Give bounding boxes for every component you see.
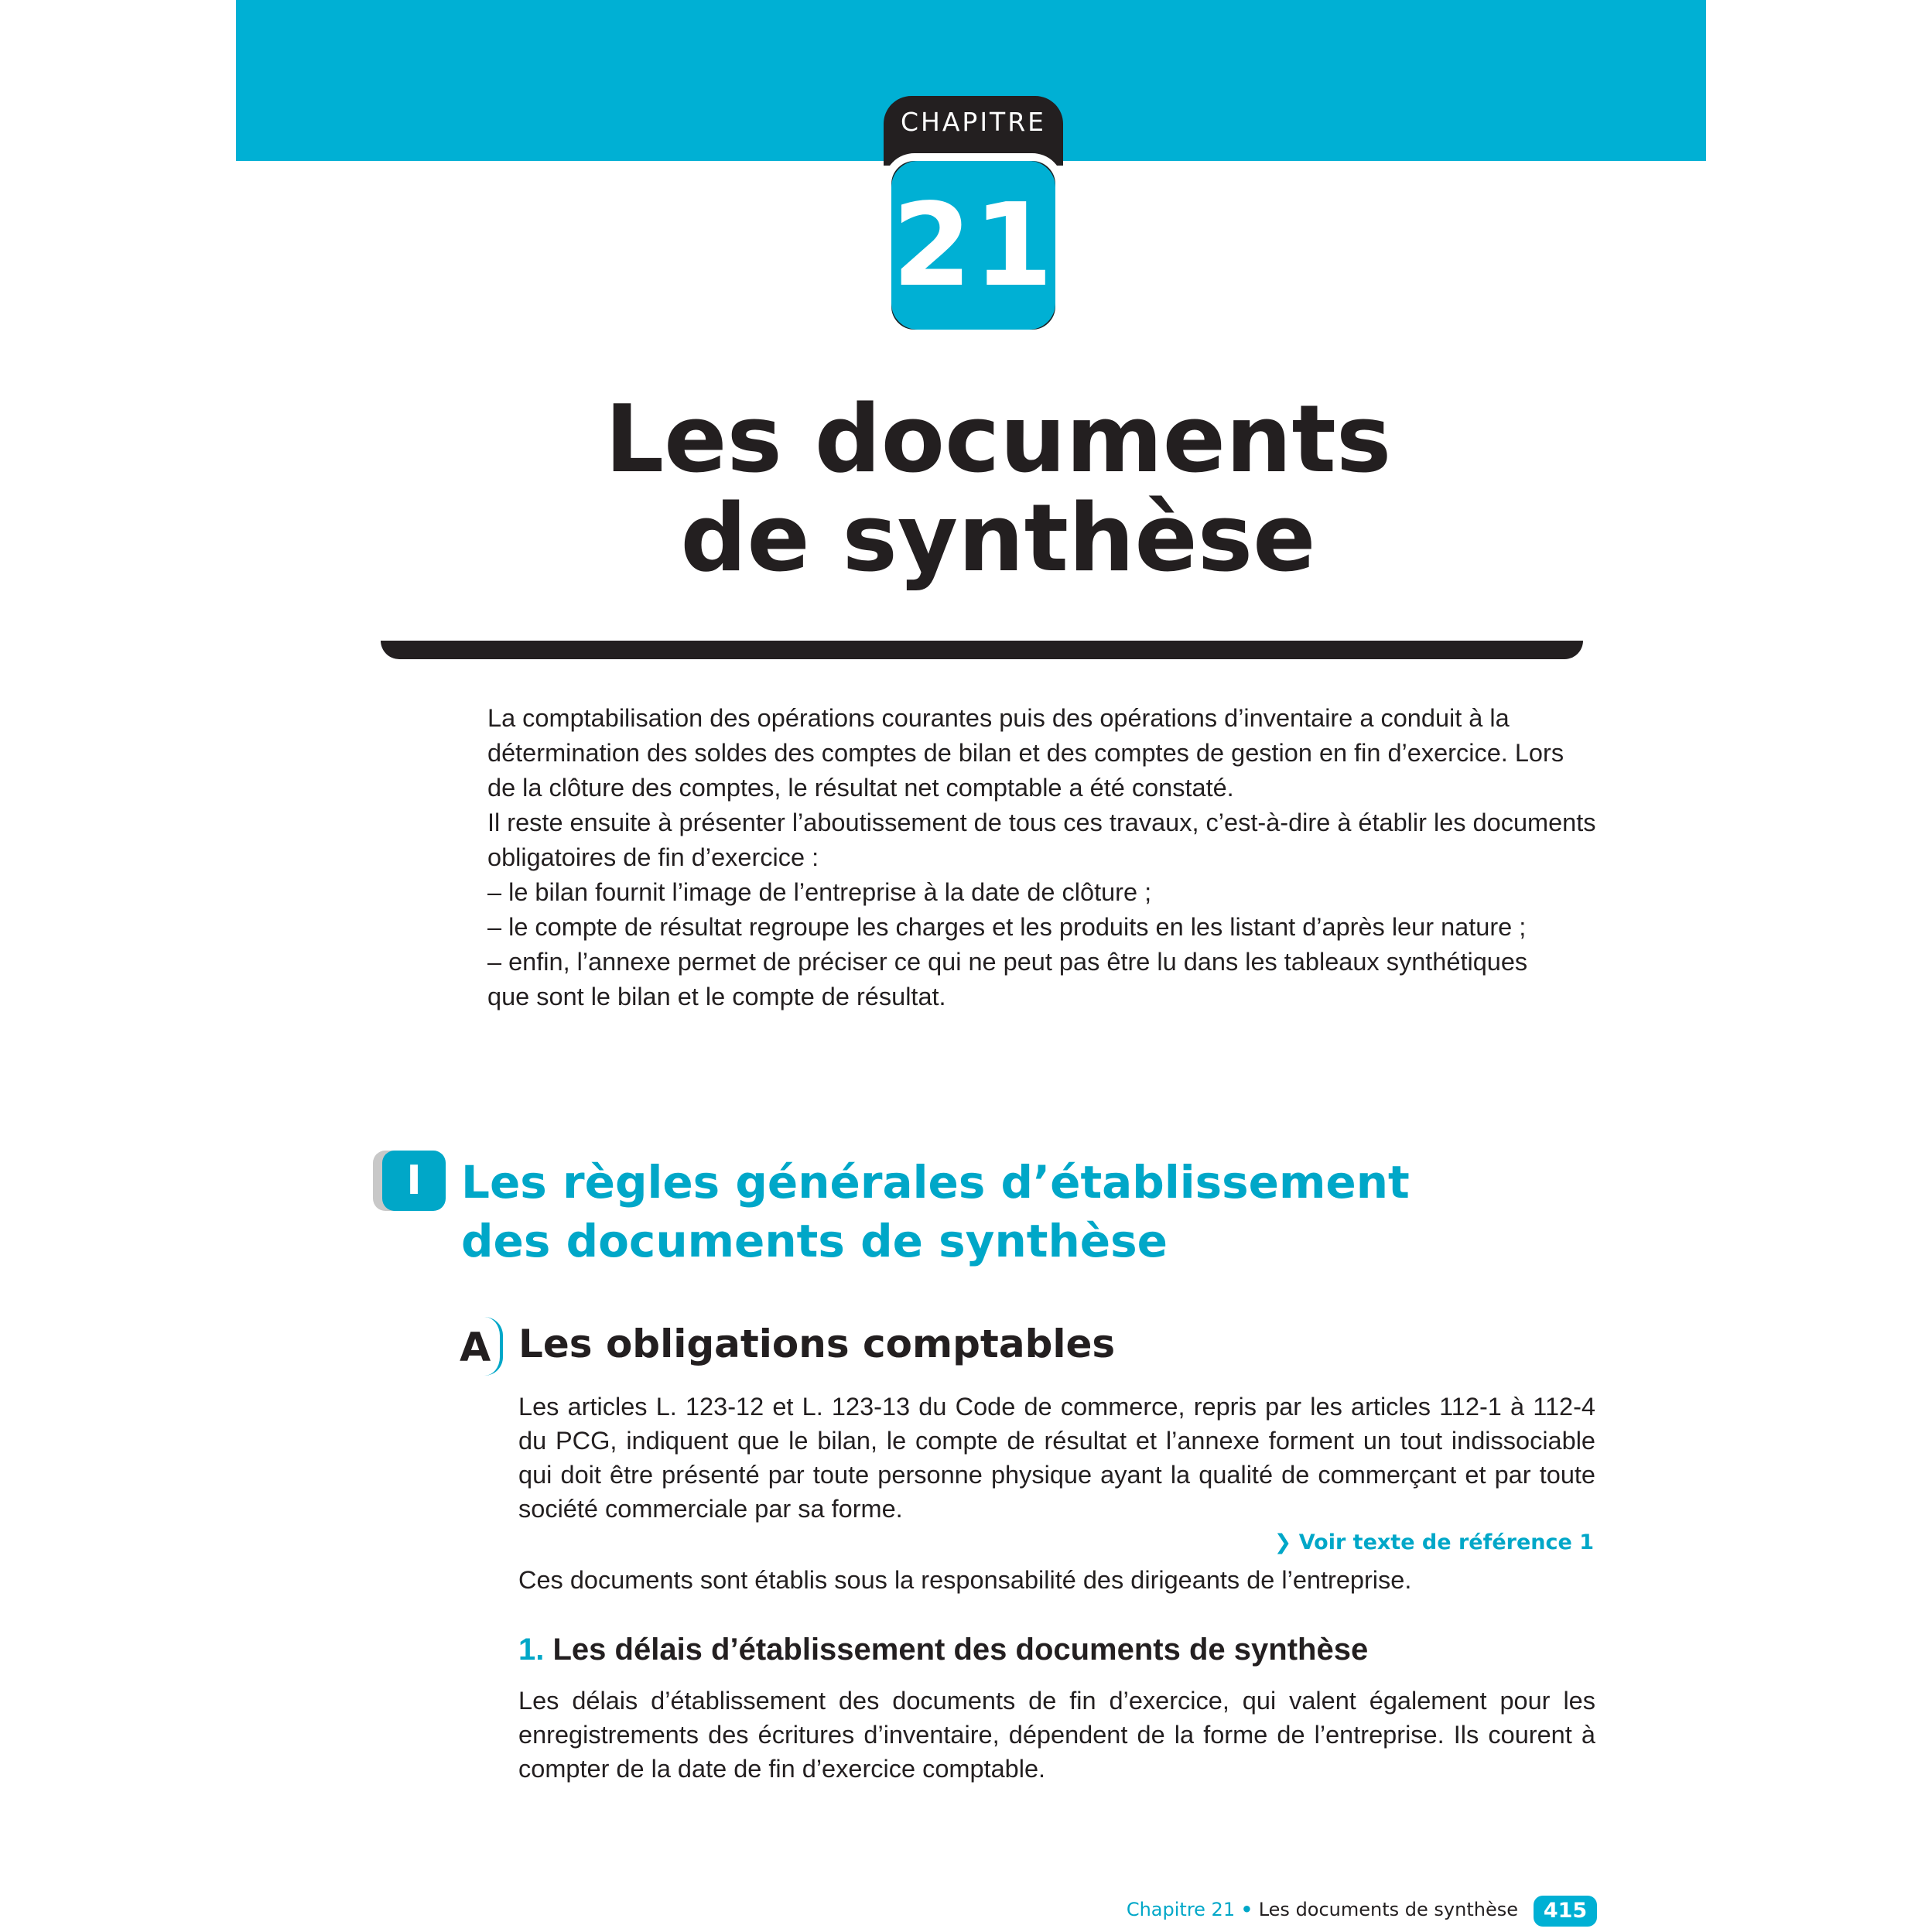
section-heading bbox=[461, 1153, 1622, 1270]
chapter-title-line: Les documents bbox=[604, 386, 1392, 494]
numbered-paragraph: Les délais d’établissement des documents de fin d’exercice, qui valent également pour les enregistrements des écritures d’inventaire, dépendent de la forme de l’entreprise. Ils courent à compter de la date de fin d’exercice comptable. bbox=[518, 1687, 1595, 1783]
chapter-title-line: de synthèse bbox=[680, 485, 1316, 593]
footer-title: Les documents de synthèse bbox=[1258, 1899, 1518, 1920]
numbered-heading bbox=[518, 1633, 1368, 1667]
footer-separator: • bbox=[1240, 1899, 1253, 1920]
intro-line: Il reste ensuite à présenter l’aboutissement de tous ces travaux, c’est-à-dire à établir les documents bbox=[487, 809, 1596, 836]
section-heading-line: des documents de synthèse bbox=[461, 1215, 1168, 1267]
footer-chapter: Chapitre 21 bbox=[1126, 1899, 1236, 1920]
section-heading-line: Les règles générales d’établissement bbox=[461, 1156, 1410, 1209]
intro-line: – enfin, l’annexe permet de préciser ce qui ne peut pas être lu dans les tableaux synthétiques bbox=[487, 948, 1528, 976]
page-number: 415 bbox=[1534, 1896, 1597, 1927]
intro-line: obligatoires de fin d’exercice : bbox=[487, 843, 819, 871]
subsection-heading: Les obligations comptables bbox=[518, 1322, 1116, 1366]
subsection-letter: A bbox=[460, 1325, 491, 1371]
subsection-paragraph-2: Ces documents sont établis sous la responsabilité des dirigeants de l’entreprise. bbox=[518, 1566, 1412, 1594]
subsection-paragraph: Les articles L. 123-12 et L. 123-13 du Code de commerce, repris par les articles 112-1 à 112-4 du PCG, indiquent que le bilan, le compte de résultat et l’annexe forment un tout indissociable qui doit être présenté par toute personne physique ayant la qualité de commerçant et par toute société commerciale par sa forme. bbox=[518, 1393, 1595, 1523]
chapter-label: CHAPITRE bbox=[900, 107, 1046, 137]
numbered-heading-number: 1. bbox=[518, 1633, 545, 1667]
page-footer bbox=[1006, 1899, 1518, 1920]
section-number-badge bbox=[373, 1151, 446, 1212]
intro-line: détermination des soldes des comptes de bilan et des comptes de gestion en fin d’exercice. Lors bbox=[487, 739, 1564, 767]
chapter-title bbox=[464, 386, 1532, 593]
section-number: I bbox=[382, 1151, 446, 1211]
subsection-bracket bbox=[484, 1317, 503, 1376]
intro-line: La comptabilisation des opérations courantes puis des opérations d’inventaire a conduit à la bbox=[487, 704, 1510, 732]
chapter-number: 21 bbox=[891, 161, 1055, 330]
reference-link[interactable]: ❯ Voir texte de référence 1 bbox=[1274, 1530, 1594, 1554]
numbered-heading-text: Les délais d’établissement des documents de synthèse bbox=[552, 1633, 1369, 1667]
intro-line: – le bilan fournit l’image de l’entreprise à la date de clôture ; bbox=[487, 878, 1152, 906]
title-divider bbox=[381, 641, 1583, 659]
intro-line: – le compte de résultat regroupe les charges et les produits en les listant d’après leur nature ; bbox=[487, 913, 1527, 941]
intro-line: que sont le bilan et le compte de résultat. bbox=[487, 983, 946, 1010]
intro-line: de la clôture des comptes, le résultat net comptable a été constaté. bbox=[487, 774, 1234, 802]
chapter-introduction bbox=[487, 701, 1596, 1014]
